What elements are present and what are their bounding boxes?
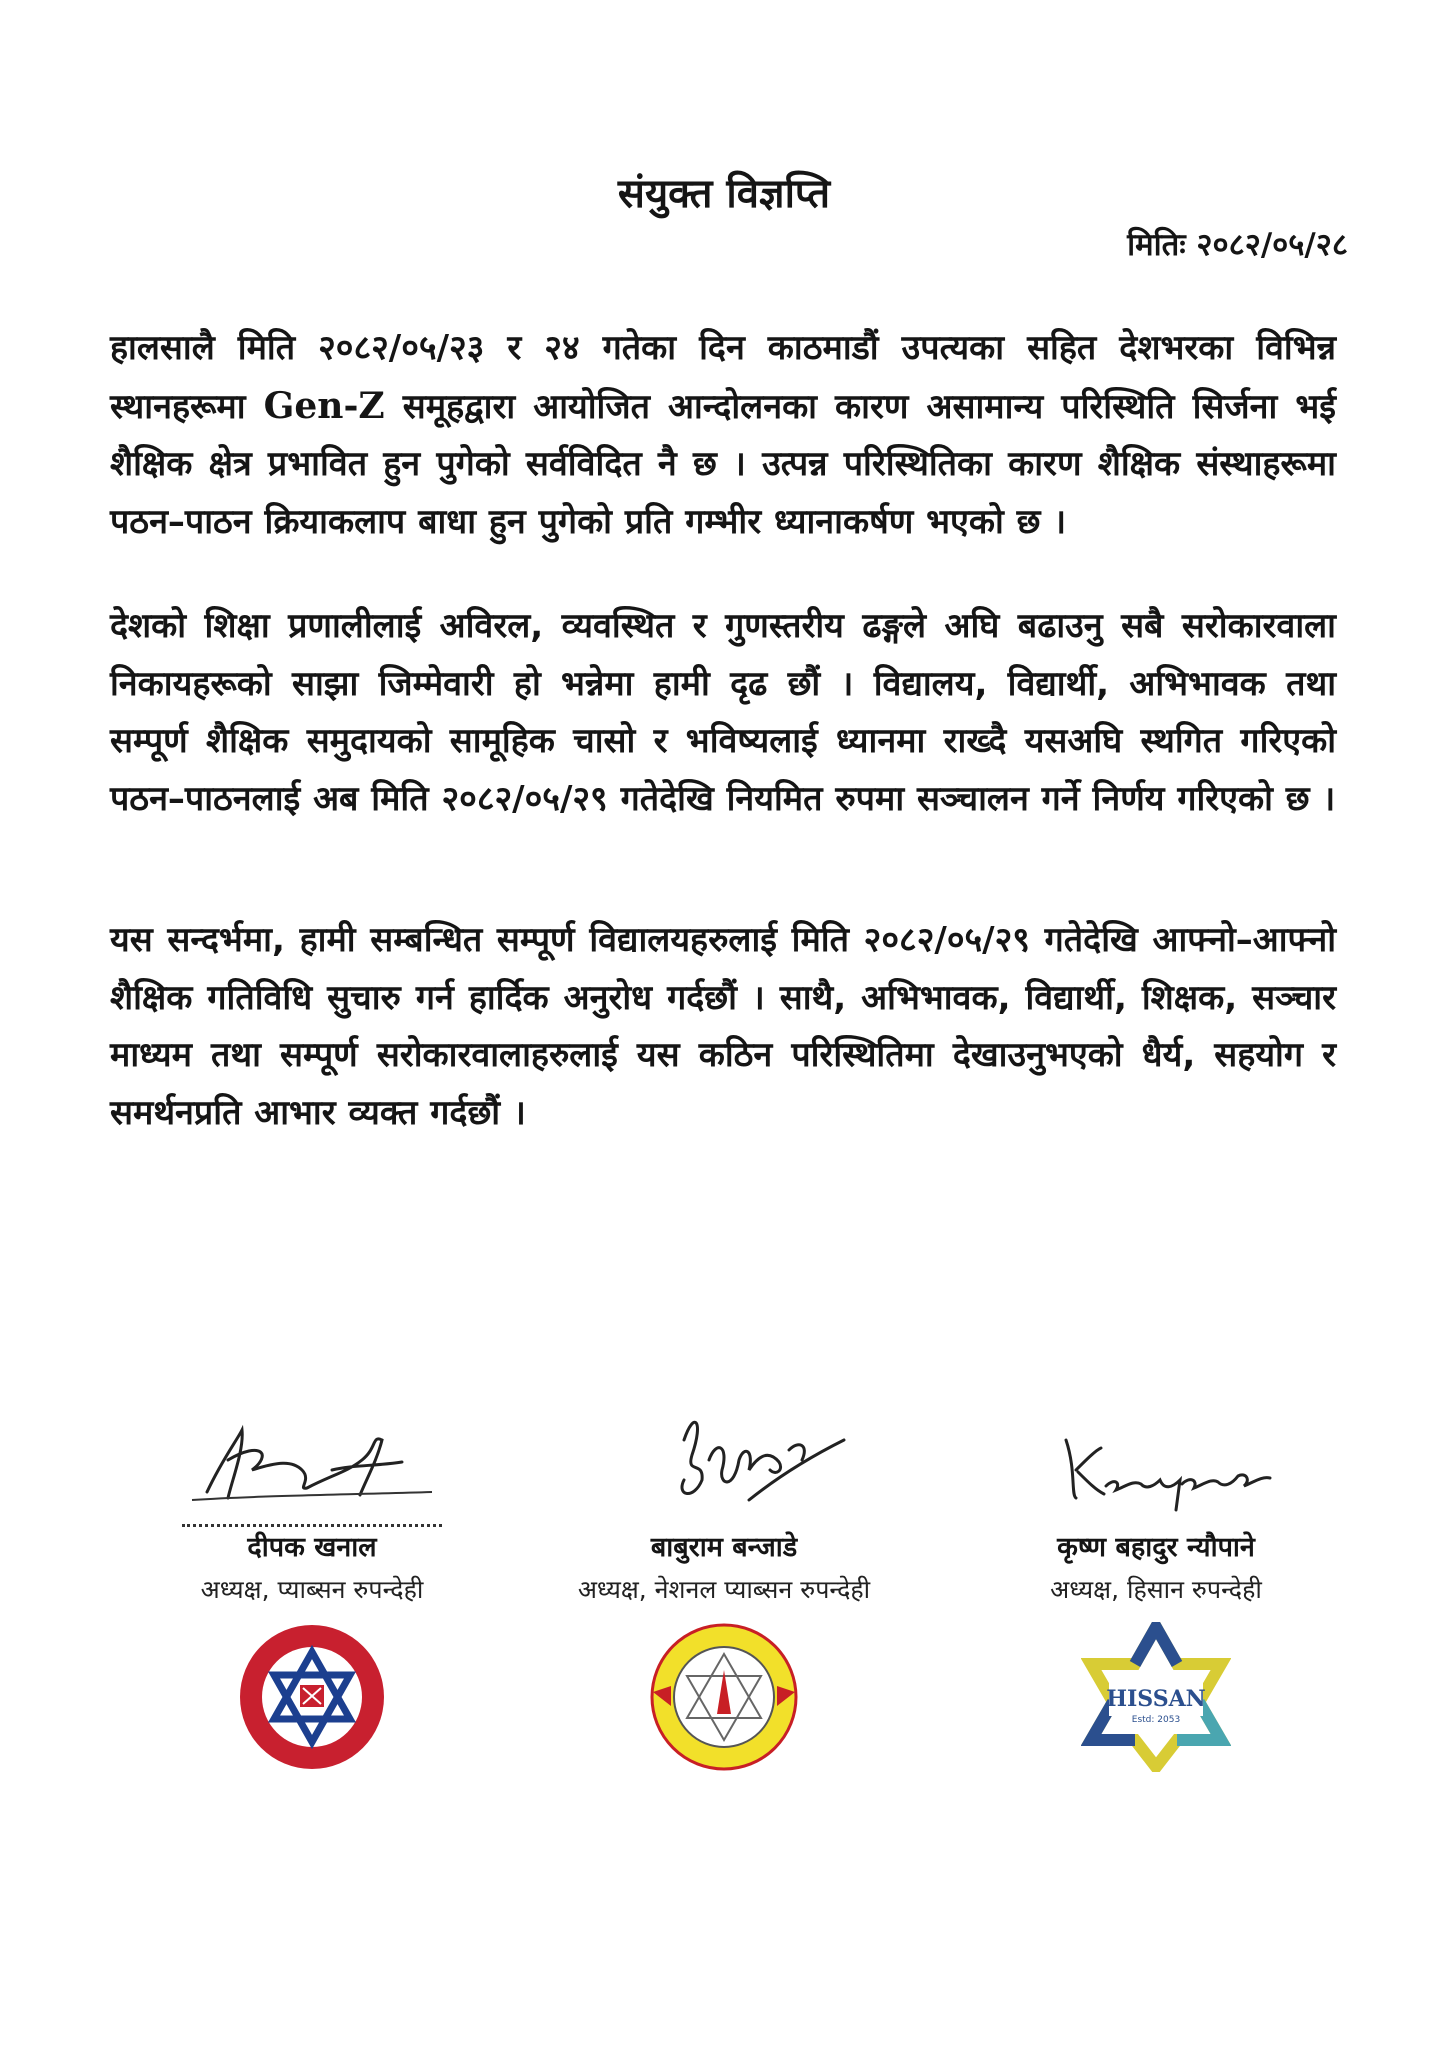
signature-icon <box>132 1400 492 1520</box>
paragraph-1-text-b: समूहद्वारा आयोजित आन्दोलनका कारण असामान्य परिस्थिति सिर्जना भई शैक्षिक क्षेत्र प्रभावित हुन पुगेको सर्वविदित नै छ । उत्पन्न परिस्थितिका कारण शैक्षिक संस्थाहरूमा पठन–पाठन क्रियाकलाप बाधा हुन पुगेको प्रति गम्भीर ध्यानाकर्षण भएको छ । <box>110 386 1336 542</box>
pabson-logo-icon <box>237 1622 387 1772</box>
signature-line <box>182 1524 442 1527</box>
signature-icon <box>976 1400 1336 1520</box>
signatory-name: दीपक खनाल <box>247 1532 377 1563</box>
paragraph-3: यस सन्दर्भमा, हामी सम्बन्धित सम्पूर्ण विद्यालयहरुलाई मिति २०८२/०५/२९ गतेदेखि आफ्नो–आफ्नो शैक्षिक गतिविधि सुचारु गर्न हार्दिक अनुरोध गर्दछौं । साथै, अभिभावक, विद्यार्थी, शिक्षक, सञ्चार माध्यम तथा सम्पूर्ण सरोकारवालाहरुलाई यस कठिन परिस्थितिमा देखाउनुभएको धैर्य, सहयोग र समर्थनप्रति आभार व्यक्त गर्दछौं । <box>110 920 1336 1133</box>
svg-text:HISSAN: HISSAN <box>1106 1686 1206 1712</box>
paragraph-1-text-a: हालसालै मिति २०८२/०५/२३ र २४ गतेका दिन काठमाडौं उपत्यका सहित देशभरका विभिन्न स्थानहरूमा <box>110 328 1336 427</box>
signatory-role: अध्यक्ष, प्याब्सन रुपन्देही <box>200 1575 424 1604</box>
paragraph-1 <box>110 320 1336 551</box>
signatory-3 <box>976 1400 1336 1760</box>
signatory-1 <box>132 1400 492 1760</box>
notice-title: संयुक्त विज्ञप्ति <box>617 171 831 217</box>
hissan-logo-icon <box>1081 1622 1231 1772</box>
signature-icon <box>544 1400 904 1520</box>
notice-date: मितिः २०८२/०५/२८ <box>1127 227 1348 263</box>
signatory-role: अध्यक्ष, हिसान रुपन्देही <box>1050 1575 1262 1604</box>
genz-term: Gen-Z <box>263 384 385 427</box>
signatory-name: बाबुराम बन्जाडे <box>650 1532 798 1563</box>
paragraph-2: देशको शिक्षा प्रणालीलाई अविरल, व्यवस्थित र गुणस्तरीय ढङ्गले अघि बढाउनु सबै सरोकारवाला निकायहरूको साझा जिम्मेवारी हो भन्नेमा हामी दृढ छौं । विद्यालय, विद्यार्थी, अभिभावक तथा सम्पूर्ण शैक्षिक समुदायको सामूहिक चासो र भविष्यलाई ध्यानमा राख्दै यसअघि स्थगित गरिएको पठन–पाठनलाई अब मिति २०८२/०५/२९ गतेदेखि नियमित रुपमा सञ्चालन गर्ने निर्णय गरिएको छ । <box>110 606 1336 819</box>
svg-text:Estd: 2053: Estd: 2053 <box>1131 1715 1181 1725</box>
signatory-2 <box>544 1400 904 1760</box>
signatory-role: अध्यक्ष, नेशनल प्याब्सन रुपन्देही <box>577 1575 871 1604</box>
national-pabson-logo-icon <box>649 1622 799 1772</box>
signatory-name: कृष्ण बहादुर न्यौपाने <box>1057 1532 1255 1563</box>
